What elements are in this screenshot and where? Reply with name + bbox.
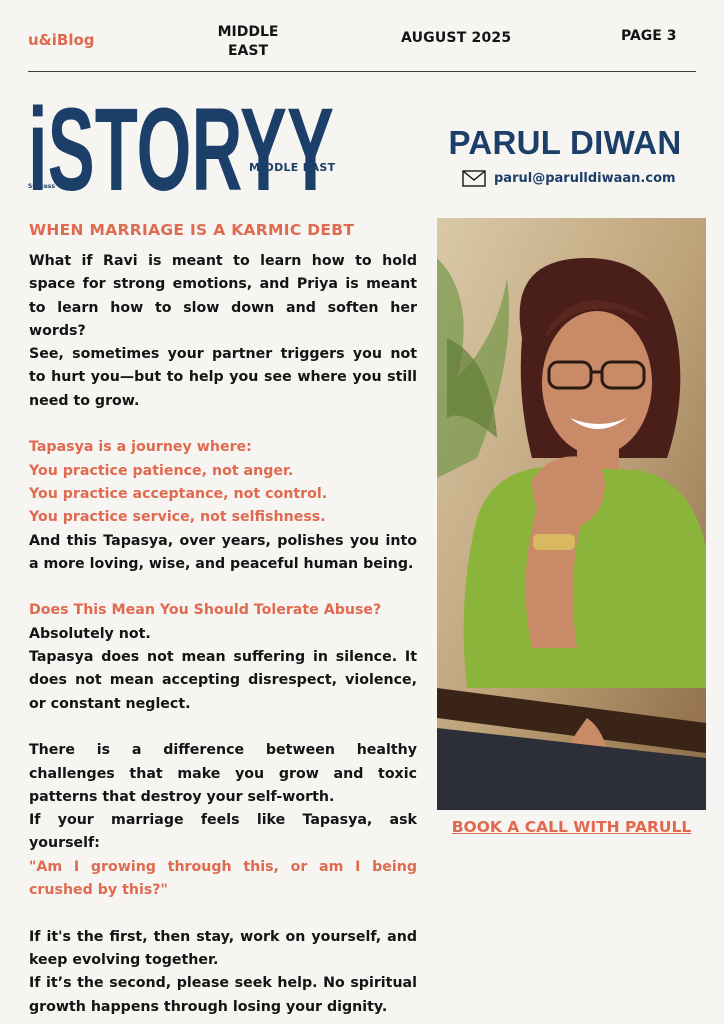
paragraph: If it’s the second, please seek help. No spiritual growth happens through losing your dignity. bbox=[29, 975, 417, 1015]
paragraph: If it's the first, then stay, work on yourself, and keep evolving together. bbox=[29, 928, 417, 968]
paragraph: Tapasya does not mean suffering in silence. It does not mean accepting disrespect, violence, or constant neglect. bbox=[29, 649, 417, 712]
section-heading: Does This Mean You Should Tolerate Abuse? bbox=[29, 602, 382, 619]
header-divider bbox=[28, 71, 696, 72]
spacer bbox=[29, 576, 417, 599]
article bbox=[29, 218, 417, 1019]
logo-tagline: MIDDLE EAST bbox=[249, 161, 336, 174]
paragraph: What if Ravi is meant to learn how to hold space for strong emotions, and Priya is meant to learn how to slow down and soften her words? bbox=[29, 253, 417, 339]
edition-region: MIDDLE EAST bbox=[217, 24, 279, 59]
spacer bbox=[29, 413, 417, 436]
logo-wordmark: iSTORYY bbox=[28, 96, 334, 196]
list-item: You practice acceptance, not control. bbox=[29, 485, 328, 502]
article-title: WHEN MARRIAGE IS A KARMIC DEBT bbox=[29, 221, 355, 239]
book-call-link[interactable]: BOOK A CALL WITH PARULL bbox=[451, 818, 692, 836]
spacer bbox=[29, 902, 417, 925]
paragraph: There is a difference between healthy challenges that make you grow and toxic patterns that destroy your self-worth. bbox=[29, 742, 417, 805]
quote: "Am I growing through this, or am I being crushed by this?" bbox=[29, 858, 417, 899]
page-number: PAGE 3 bbox=[621, 28, 677, 44]
issue-date: AUGUST 2025 bbox=[401, 30, 512, 46]
paragraph: If your marriage feels like Tapasya, ask yourself: bbox=[29, 812, 417, 852]
list-item: You practice service, not selfishness. bbox=[29, 509, 326, 526]
list-item: You practice patience, not anger. bbox=[29, 462, 294, 479]
page-header bbox=[0, 0, 724, 74]
section-lead: Tapasya is a journey where: bbox=[29, 439, 252, 456]
paragraph: See, sometimes your partner triggers you not to hurt you—but to help you see where you still need to grow. bbox=[29, 346, 417, 409]
paragraph: And this Tapasya, over years, polishes you into a more loving, wise, and peaceful human being. bbox=[29, 532, 417, 572]
envelope-icon bbox=[462, 170, 486, 187]
blog-brand: u&iBlog bbox=[28, 31, 95, 49]
author-name: PARUL DIWAN bbox=[448, 124, 682, 161]
logo-small-text: Success bbox=[28, 183, 55, 190]
magazine-logo bbox=[28, 96, 338, 196]
author-photo bbox=[437, 218, 706, 810]
email-address[interactable]: parul@parulldiwaan.com bbox=[494, 170, 676, 186]
spacer bbox=[29, 716, 417, 739]
author-email[interactable] bbox=[462, 168, 676, 188]
paragraph: Absolutely not. bbox=[29, 625, 151, 642]
